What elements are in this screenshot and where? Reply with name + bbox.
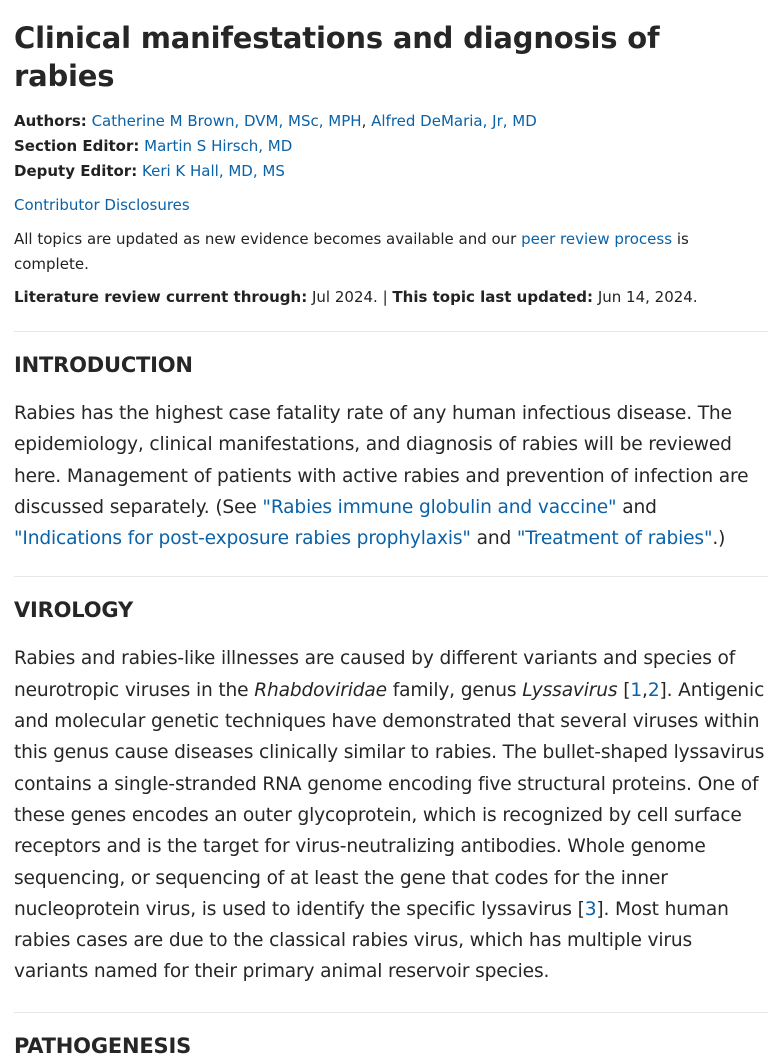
introduction-paragraph bbox=[14, 398, 768, 554]
link-rabies-immune-globulin[interactable]: "Rabies immune globulin and vaccine" bbox=[262, 496, 617, 518]
intro-text: Rabies has the highest case fatality rate of any human infectious disease. The epidemiology, clinical manifestations, and diagnosis of rabies will be reviewed here. Management of patients with active rabies and prevention of infection are discussed separately. (See bbox=[14, 403, 749, 518]
last-updated-label: This topic last updated: bbox=[392, 288, 594, 306]
update-note bbox=[14, 227, 768, 277]
virology-paragraph bbox=[14, 643, 768, 987]
reference-link-3[interactable]: 3 bbox=[584, 898, 597, 920]
update-note-post: is complete. bbox=[14, 230, 689, 273]
section-heading-virology: VIROLOGY bbox=[14, 598, 133, 623]
section-heading-pathogenesis: PATHOGENESIS bbox=[14, 1033, 192, 1058]
authors-line: Authors: Catherine M Brown, DVM, MSc, MPH, Alfred DeMaria, Jr, MD bbox=[14, 112, 537, 130]
virology-text: ]. Most human rabies cases are due to the classical rabies virus, which has multiple virus variants named for their primary animal reservoir species. bbox=[14, 898, 729, 983]
authors-label: Authors: bbox=[14, 112, 87, 130]
reference-separator: , bbox=[642, 679, 648, 701]
disclosures-line bbox=[14, 193, 768, 218]
author-link-brown[interactable]: Catherine M Brown, DVM, MSc, MPH bbox=[91, 112, 362, 130]
intro-text: .) bbox=[712, 528, 726, 550]
virology-text: Rabies and rabies-like illnesses are caused by different variants and species of neurotropic viruses in the bbox=[14, 648, 736, 701]
lit-review-date: Jul 2024. bbox=[311, 288, 378, 306]
section-editor-link[interactable]: Martin S Hirsch, MD bbox=[144, 137, 293, 155]
peer-review-link[interactable]: peer review process bbox=[521, 230, 673, 248]
link-treatment-of-rabies[interactable]: "Treatment of rabies" bbox=[516, 528, 713, 550]
link-post-exposure-prophylaxis[interactable]: "Indications for post-exposure rabies prophylaxis" bbox=[14, 528, 471, 550]
section-divider bbox=[14, 331, 768, 332]
reference-link-1[interactable]: 1 bbox=[630, 679, 643, 701]
virology-text: [ bbox=[617, 679, 631, 701]
deputy-editor-link[interactable]: Keri K Hall, MD, MS bbox=[142, 162, 285, 180]
virology-text: family, genus bbox=[386, 679, 523, 701]
section-divider bbox=[14, 1012, 768, 1013]
taxon-genus: Lyssavirus bbox=[522, 679, 618, 701]
taxon-family: Rhabdoviridae bbox=[254, 679, 387, 701]
section-editor-label: Section Editor: bbox=[14, 137, 140, 155]
deputy-editor-label: Deputy Editor: bbox=[14, 162, 138, 180]
last-updated-date: Jun 14, 2024. bbox=[597, 288, 698, 306]
date-separator: | bbox=[382, 288, 388, 306]
deputy-editor-line bbox=[14, 159, 768, 184]
intro-text: and bbox=[470, 528, 517, 550]
article-meta bbox=[14, 109, 768, 184]
intro-text: and bbox=[616, 496, 657, 518]
section-editor-line bbox=[14, 134, 768, 159]
reference-link-2[interactable]: 2 bbox=[647, 679, 660, 701]
author-link-demaria[interactable]: Alfred DeMaria, Jr, MD bbox=[371, 112, 537, 130]
virology-text: ]. Antigenic and molecular genetic techniques have demonstrated that several viruses within this genus cause diseases clinically similar to rabies. The bullet-shaped lyssavirus contains a single-stranded RNA genome encoding five structural proteins. One of these genes encodes an outer glycoprotein, which is recognized by cell surface receptors and is the target for virus-neutralizing antibodies. Whole genome sequencing, or sequencing of at least the gene that codes for the inner nucleoprotein virus, is used to identify the specific lyssavirus [ bbox=[14, 679, 765, 920]
review-dates bbox=[14, 285, 768, 310]
lit-review-label: Literature review current through: bbox=[14, 288, 308, 306]
section-heading-introduction: INTRODUCTION bbox=[14, 353, 193, 377]
contributor-disclosures-link[interactable]: Contributor Disclosures bbox=[14, 196, 190, 214]
update-note-pre: All topics are updated as new evidence becomes available and our bbox=[14, 230, 522, 248]
section-divider bbox=[14, 576, 768, 577]
page-title: Clinical manifestations and diagnosis of rabies bbox=[14, 21, 660, 93]
